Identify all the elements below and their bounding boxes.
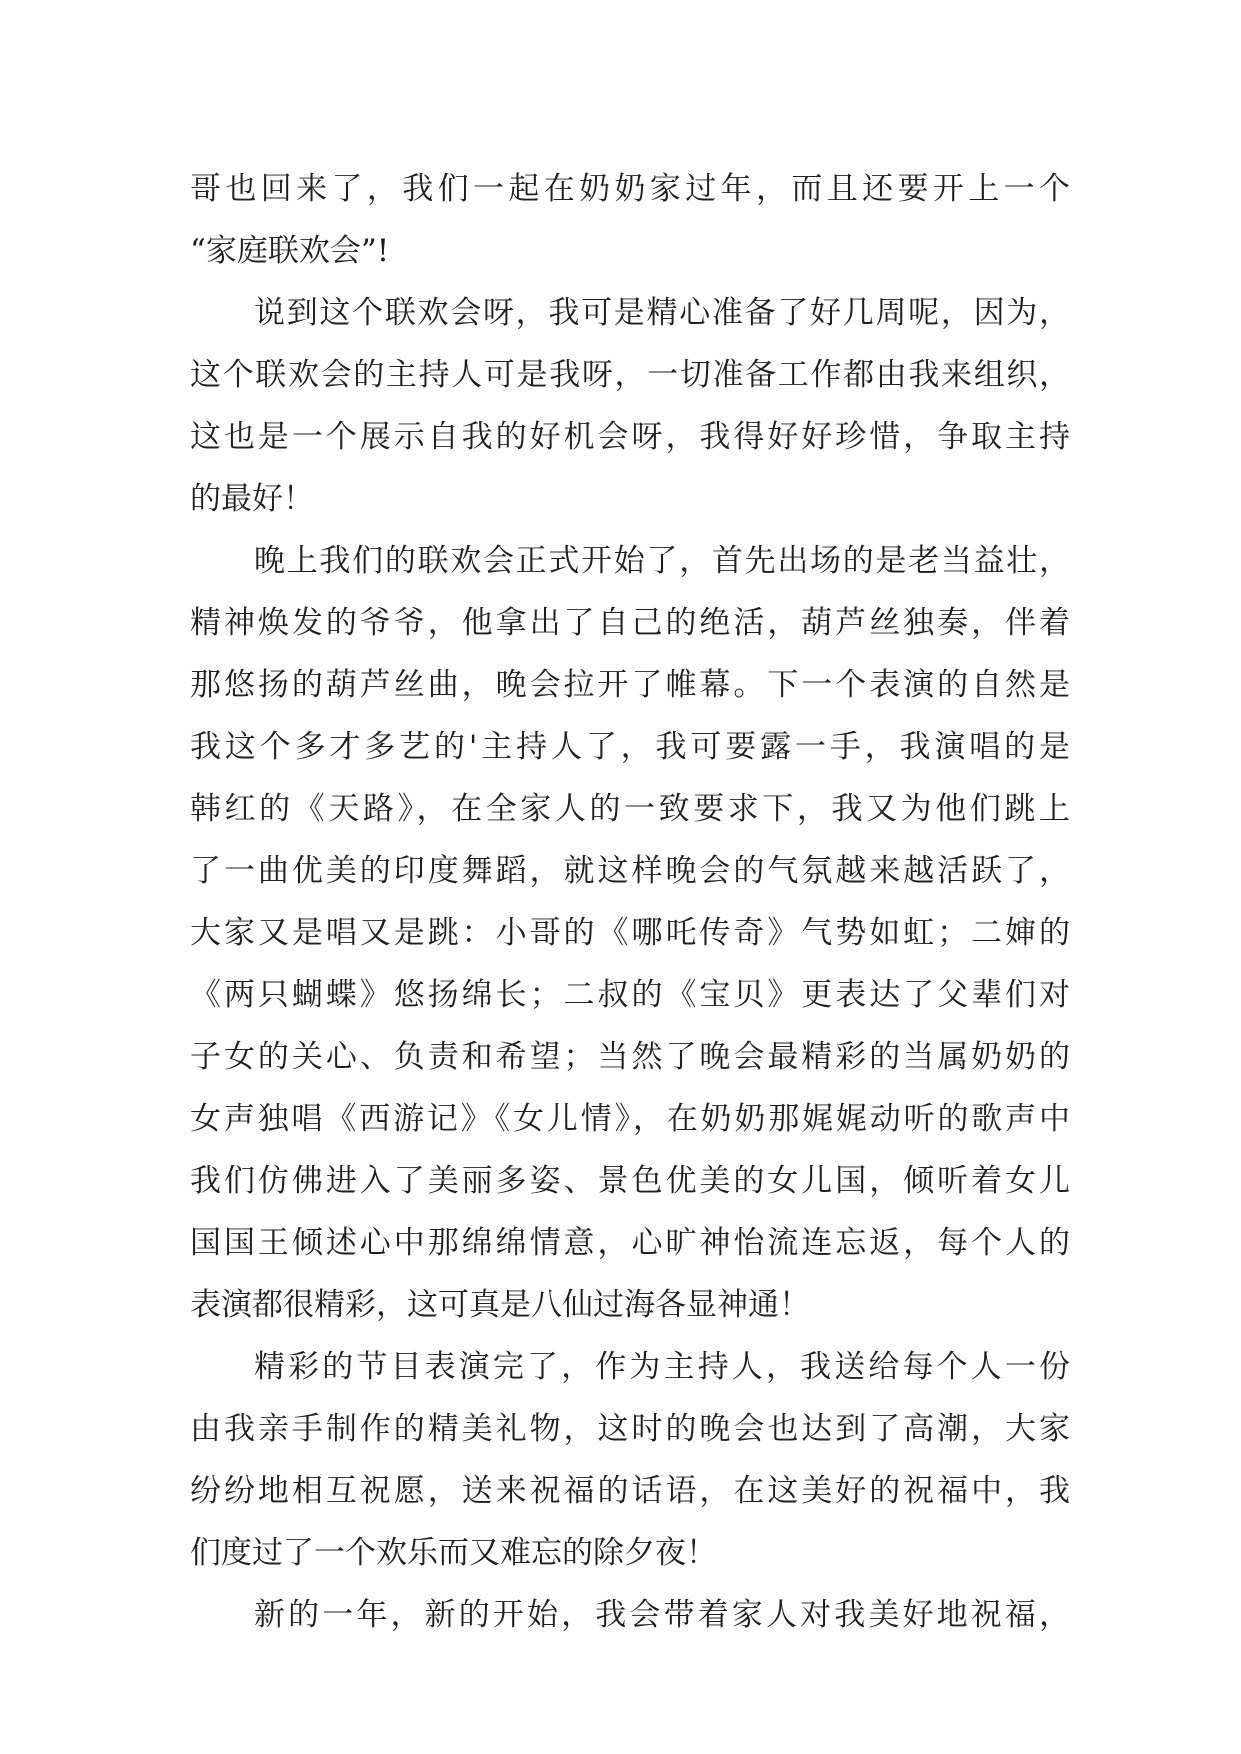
text-line: 我这个多才多艺的'主持人了，我可要露一手，我演唱的是 <box>190 729 1070 765</box>
text-line: 这个联欢会的主持人可是我呀，一切准备工作都由我来组织， <box>190 357 1070 393</box>
text-line: “家庭联欢会”! <box>190 233 390 269</box>
text-line: 我们仿佛进入了美丽多姿、景色优美的女儿国，倾听着女儿 <box>190 1163 1070 1199</box>
text-line: 们度过了一个欢乐而又难忘的除夕夜！ <box>190 1535 717 1571</box>
text-line: 女声独唱《西游记》《女儿情》，在奶奶那娓娓动听的歌声中 <box>190 1101 1070 1137</box>
text-line: 纷纷地相互祝愿，送来祝福的话语，在这美好的祝福中，我 <box>190 1473 1070 1509</box>
text-line: 大家又是唱又是跳：小哥的《哪吒传奇》气势如虹；二婶的 <box>190 915 1070 951</box>
paragraph-start-line: 晚上我们的联欢会正式开始了，首先出场的是老当益壮， <box>254 543 1070 579</box>
text-line: 国国王倾述心中那绵绵情意，心旷神怡流连忘返，每个人的 <box>190 1225 1070 1261</box>
paragraph-start-line: 精彩的节目表演完了，作为主持人，我送给每个人一份 <box>254 1349 1070 1385</box>
text-line: 韩红的《天路》，在全家人的一致要求下，我又为他们跳上 <box>190 791 1070 827</box>
text-line: 《两只蝴蝶》悠扬绵长；二叔的《宝贝》更表达了父辈们对 <box>190 977 1070 1013</box>
text-line: 了一曲优美的印度舞蹈，就这样晚会的气氛越来越活跃了， <box>190 853 1070 889</box>
paragraph-start-line: 说到这个联欢会呀，我可是精心准备了好几周呢，因为， <box>254 295 1070 331</box>
text-line: 子女的关心、负责和希望；当然了晚会最精彩的当属奶奶的 <box>190 1039 1070 1075</box>
essay-body <box>190 158 1070 1646</box>
text-line: 的最好！ <box>190 481 314 517</box>
text-line: 表演都很精彩，这可真是八仙过海各显神通！ <box>190 1287 810 1323</box>
text-line: 由我亲手制作的精美礼物，这时的晚会也达到了高潮，大家 <box>190 1411 1070 1447</box>
text-line: 那悠扬的葫芦丝曲，晚会拉开了帷幕。下一个表演的自然是 <box>190 667 1070 703</box>
text-line: 哥也回来了，我们一起在奶奶家过年，而且还要开上一个 <box>190 171 1070 207</box>
text-line: 这也是一个展示自我的好机会呀，我得好好珍惜，争取主持 <box>190 419 1070 455</box>
paragraph-start-line: 新的一年，新的开始，我会带着家人对我美好地祝福， <box>254 1597 1070 1633</box>
text-line: 精神焕发的爷爷，他拿出了自己的绝活，葫芦丝独奏，伴着 <box>190 605 1070 641</box>
